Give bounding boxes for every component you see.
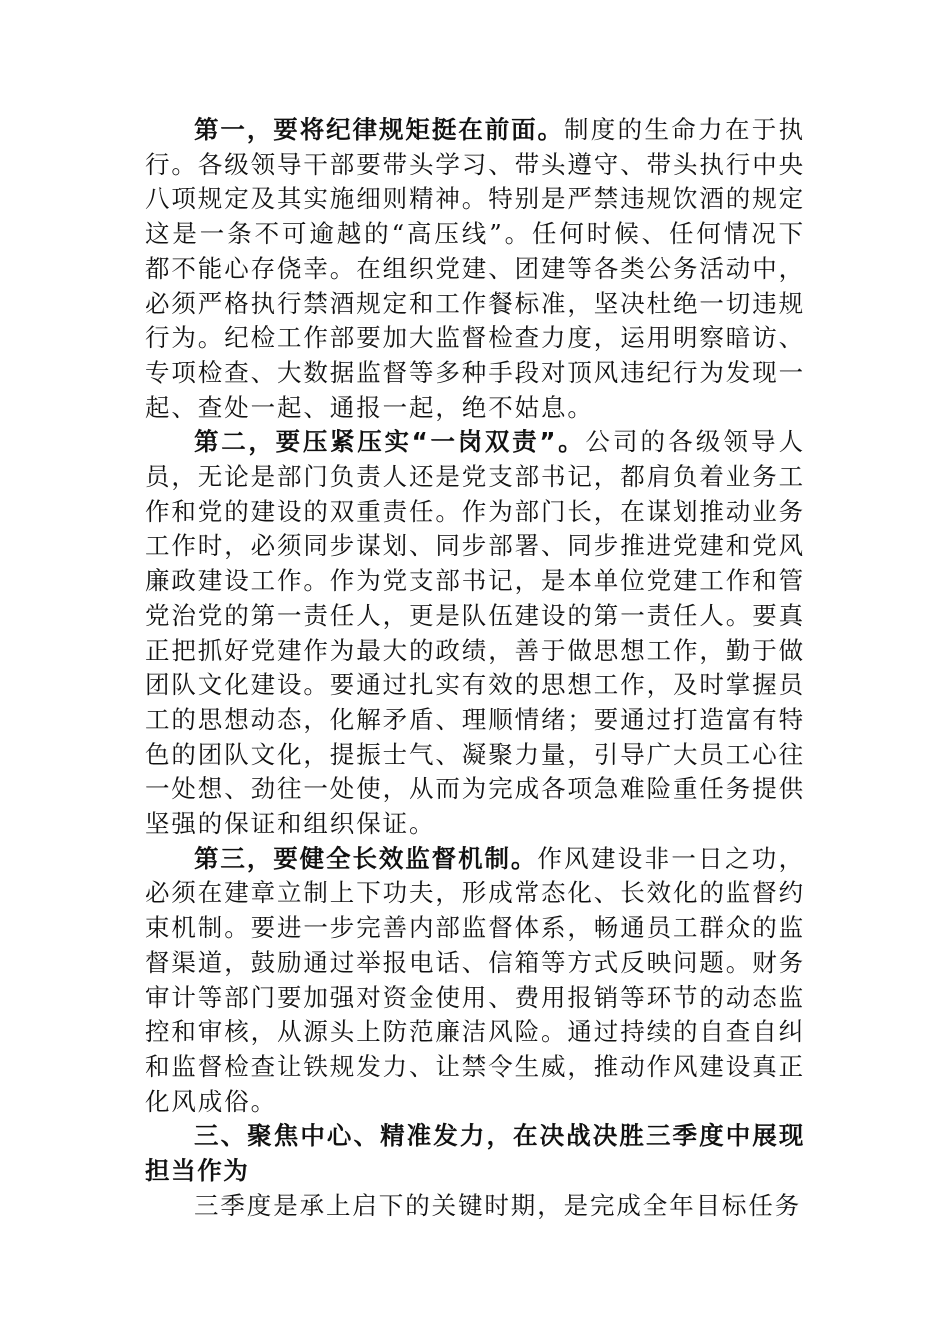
paragraph-discipline [145, 113, 805, 425]
paragraph-body: 作风建设非一日之功，必须在建章立制上下功夫，形成常态化、长效化的监督约束机制。要进一步完善内部监督体系，畅通员工群众的监督渠道，鼓励通过举报电话、信箱等方式反映问题。财务审计等部门要加强对资金使用、费用报销等环节的动态监控和审核，从源头上防范廉洁风险。通过持续的自查自纠和监督检查让铁规发力、让禁令生威，推动作风建设真正化风成俗。 [145, 843, 806, 1116]
section-heading: 三、聚焦中心、精准发力，在决战决胜三季度中展现担当作为 [145, 1121, 805, 1186]
paragraph-dual-responsibility [145, 425, 805, 841]
paragraph-supervision [145, 842, 805, 1120]
paragraph-lead: 第二，要压紧压实“一岗双责”。 [194, 427, 586, 457]
paragraph-body: 制度的生命力在于执行。各级领导干部要带头学习、带头遵守、带头执行中央八项规定及其实施细则精神。特别是严禁违规饮酒的规定这是一条不可逾越的“高压线”。任何时候、任何情况下都不能心存侥幸。在组织党建、团建等各类公务活动中，必须严格执行禁酒规定和工作餐标准，坚决杜绝一切违规行为。纪检工作部要加大监督检查力度，运用明察暗访、专项检查、大数据监督等多种手段对顶风违纪行为发现一起、查处一起、通报一起，绝不姑息。 [145, 115, 805, 422]
document-page [145, 113, 805, 1224]
paragraph-lead: 第三，要健全长效监督机制。 [194, 843, 538, 873]
paragraph-body: 公司的各级领导人员，无论是部门负责人还是党支部书记，都肩负着业务工作和党的建设的双重责任。作为部门长，在谋划推动业务工作时，必须同步谋划、同步部署、同步推进党建和党风廉政建设工作。作为党支部书记，是本单位党建工作和管党治党的第一责任人，更是队伍建设的第一责任人。要真正把抓好党建作为最大的政绩，善于做思想工作，勤于做团队文化建设。要通过扎实有效的思想工作，及时掌握员工的思想动态，化解矛盾、理顺情绪；要通过打造富有特色的团队文化，提振士气、凝聚力量，引导广大员工心往一处想、劲往一处使，从而为完成各项急难险重任务提供坚强的保证和组织保证。 [145, 427, 806, 839]
paragraph-third-quarter: 三季度是承上启下的关键时期，是完成全年目标任务 [194, 1190, 802, 1220]
paragraph-lead: 第一，要将纪律规矩挺在前面。 [194, 115, 564, 144]
